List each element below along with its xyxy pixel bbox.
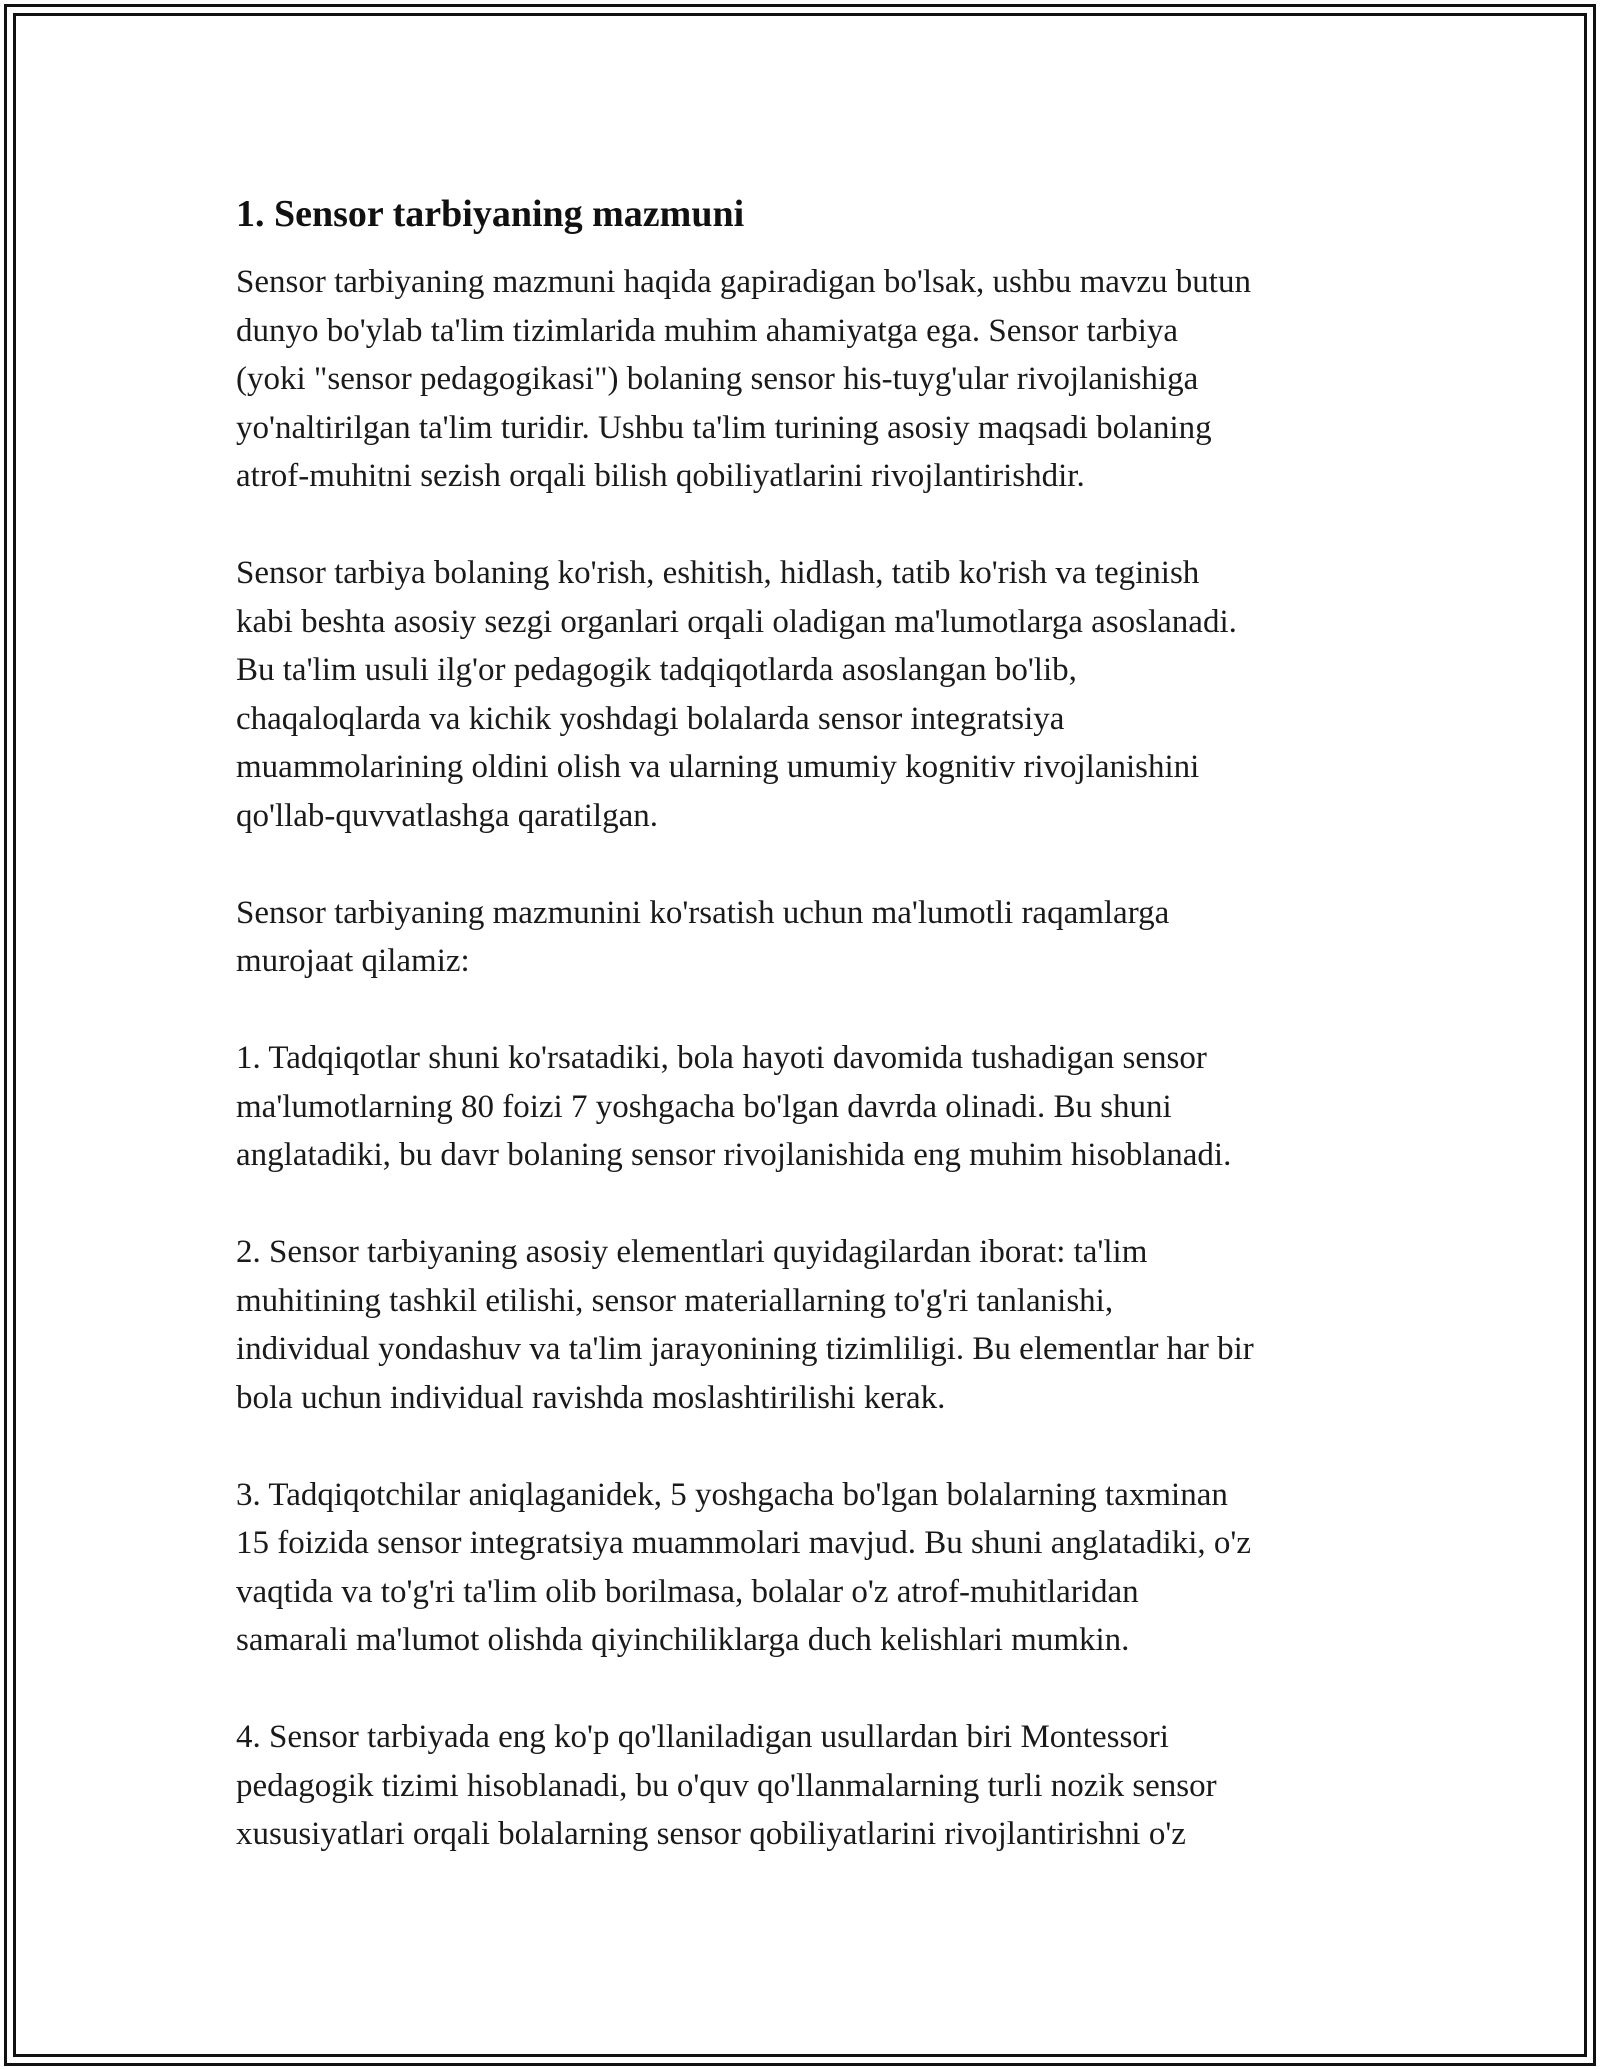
text-line: anglatadiki, bu davr bolaning sensor rivojlanishida eng muhim hisoblanadi.	[236, 1137, 1232, 1173]
paragraph-senses	[236, 549, 1386, 840]
text-line: 15 foizida sensor integratsiya muammolari mavjud. Bu shuni anglatadiki, o'z	[236, 1525, 1251, 1561]
text-line: chaqaloqlarda va kichik yoshdagi bolalarda sensor integratsiya	[236, 700, 1065, 737]
text-line: pedagogik tizimi hisoblanadi, bu o'quv qo'llanmalarning turli nozik sensor	[236, 1767, 1217, 1804]
document-body	[236, 188, 1386, 1907]
text-line: vaqtida va to'g'ri ta'lim olib borilmasa, bolalar o'z atrof-muhitlaridan	[236, 1573, 1139, 1610]
text-line: dunyo bo'ylab ta'lim tizimlarida muhim ahamiyatga ega. Sensor tarbiya	[236, 312, 1179, 349]
text-line: (yoki "sensor pedagogikasi") bolaning sensor his-tuyg'ular rivojlanishiga	[236, 361, 1199, 397]
text-line: Bu ta'lim usuli ilg'or pedagogik tadqiqotlarda asoslangan bo'lib,	[236, 652, 1077, 688]
list-item-2	[236, 1228, 1386, 1422]
text-line: bola uchun individual ravishda moslashtirilishi kerak.	[236, 1379, 946, 1416]
text-line: Sensor tarbiyaning mazmuni haqida gapiradigan bo'lsak, ushbu mavzu butun	[236, 264, 1251, 300]
text-line: qo'llab-quvvatlashga qaratilgan.	[236, 797, 658, 834]
text-line: 3. Tadqiqotchilar aniqlaganidek, 5 yoshgacha bo'lgan bolalarning taxminan	[236, 1476, 1228, 1513]
text-line: muammolarining oldini olish va ularning umumiy kognitiv rivojlanishini	[236, 749, 1200, 785]
text-line: Sensor tarbiya bolaning ko'rish, eshitish, hidlash, tatib ko'rish va teginish	[236, 555, 1200, 591]
text-line: muhitining tashkil etilishi, sensor materiallarning to'g'ri tanlanishi,	[236, 1282, 1114, 1319]
section-heading: 1. Sensor tarbiyaning mazmuni	[236, 193, 745, 235]
text-line: 1. Tadqiqotlar shuni ko'rsatadiki, bola hayoti davomida tushadigan sensor	[236, 1040, 1207, 1076]
text-line: atrof-muhitni sezish orqali bilish qobiliyatlarini rivojlantirishdir.	[236, 458, 1085, 494]
paragraph-intro	[236, 258, 1386, 501]
text-line: samarali ma'lumot olishda qiyinchiliklarga duch kelishlari mumkin.	[236, 1622, 1130, 1658]
text-line: Sensor tarbiyaning mazmunini ko'rsatish uchun ma'lumotli raqamlarga	[236, 894, 1170, 931]
text-line: kabi beshta asosiy sezgi organlari orqali oladigan ma'lumotlarga asoslanadi.	[236, 603, 1237, 640]
text-line: yo'naltirilgan ta'lim turidir. Ushbu ta'lim turining asosiy maqsadi bolaning	[236, 409, 1212, 446]
text-line: 2. Sensor tarbiyaning asosiy elementlari quyidagilardan iborat: ta'lim	[236, 1234, 1148, 1270]
paragraph-figures-intro	[236, 889, 1386, 986]
list-item-4	[236, 1713, 1386, 1859]
text-line: individual yondashuv va ta'lim jarayonining tizimliligi. Bu elementlar har bir	[236, 1331, 1254, 1367]
text-line: 4. Sensor tarbiyada eng ko'p qo'llaniladigan usullardan biri Montessori	[236, 1719, 1169, 1755]
text-line: murojaat qilamiz:	[236, 943, 470, 979]
text-line: xususiyatlari orqali bolalarning sensor qobiliyatlarini rivojlantirishni o'z	[236, 1816, 1186, 1852]
list-item-1	[236, 1034, 1386, 1180]
list-item-3	[236, 1471, 1386, 1665]
text-line: ma'lumotlarning 80 foizi 7 yoshgacha bo'lgan davrda olinadi. Bu shuni	[236, 1088, 1172, 1125]
